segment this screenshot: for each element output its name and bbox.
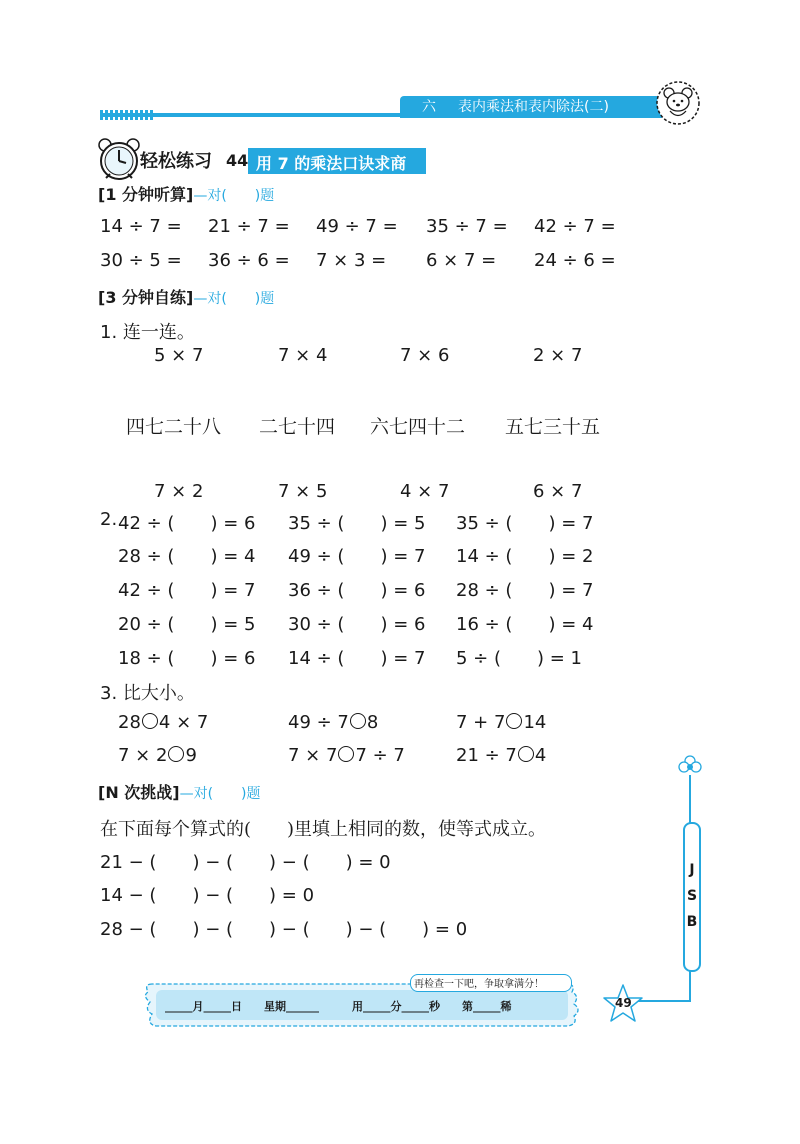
compare-circle[interactable] [338,746,354,762]
compare-left: 49 ÷ 7 [288,712,349,733]
compare-right: 8 [366,712,379,733]
question-title: 1. 连一连。 [100,322,195,343]
score-blank: —对( )题 [193,291,275,307]
question-title: 3. 比大小。 [100,683,195,704]
fill-blank-item: 36 ÷ ( ) = 6 [288,580,426,601]
calc-item: 30 ÷ 5 = [100,250,182,271]
lesson-title: 用 7 的乘法口诀求商 [256,154,407,173]
fill-blank-item: 28 ÷ ( ) = 7 [456,580,594,601]
section-title: [N 次挑战] [98,783,180,802]
fill-blank-item: 16 ÷ ( ) = 4 [456,614,594,635]
match-rhyme: 五七三十五 [505,416,601,438]
compare-item [456,745,546,766]
match-expression: 7 × 5 [278,481,328,502]
compare-right: 4 [534,745,547,766]
fill-blank-item: 14 ÷ ( ) = 2 [456,546,594,567]
compare-item [288,712,378,733]
calc-item: 42 ÷ 7 = [534,216,616,237]
compare-circle[interactable] [168,746,184,762]
section-title: [1 分钟听算] [98,185,194,204]
fill-blank-item: 5 ÷ ( ) = 1 [456,648,582,669]
match-expression: 4 × 7 [400,481,450,502]
fill-blank-item: 28 ÷ ( ) = 4 [118,546,256,567]
header-rule-dashes [100,110,155,120]
compare-circle[interactable] [506,713,522,729]
calc-item: 24 ÷ 6 = [534,250,616,271]
match-expression: 7 × 4 [278,345,328,366]
match-rhyme: 二七十四 [259,416,336,438]
compare-item [288,745,405,766]
compare-circle[interactable] [518,746,534,762]
calc-item: 21 ÷ 7 = [208,216,290,237]
compare-item [456,712,546,733]
challenge-instruction: 在下面每个算式的( )里填上相同的数，使等式成立。 [100,819,547,840]
calc-item: 7 × 3 = [316,250,387,271]
slogan-text: 再检查一下吧，争取拿满分！ [414,979,544,990]
compare-right: 9 [185,745,197,766]
compare-right: 14 [523,712,547,733]
match-expression: 7 × 6 [400,345,450,366]
compare-left: 7 × 2 [118,745,168,766]
calc-item: 49 ÷ 7 = [316,216,398,237]
calc-item: 14 ÷ 7 = [100,216,182,237]
fill-blank-item: 42 ÷ ( ) = 6 [118,513,256,534]
compare-left: 7 × 7 [288,745,338,766]
fill-blank-item: 49 ÷ ( ) = 7 [288,546,426,567]
question-number: 2. [100,509,118,530]
section-heading-listening [98,182,274,205]
score-blank: —对( )题 [193,188,275,204]
compare-left: 21 ÷ 7 [456,745,517,766]
section-title: [3 分钟自练] [98,288,194,307]
calc-item: 6 × 7 = [426,250,497,271]
chapter-tab [400,96,662,118]
side-letter: B [686,914,698,930]
compare-right: 7 ÷ 7 [355,745,405,766]
fill-blank-item: 35 ÷ ( ) = 7 [456,513,594,534]
fill-blank-item: 14 ÷ ( ) = 7 [288,648,426,669]
fill-blank-item: 35 ÷ ( ) = 5 [288,513,426,534]
fill-blank-item: 42 ÷ ( ) = 7 [118,580,256,601]
side-letter: S [686,888,698,904]
chapter-title: 表内乘法和表内除法(二) [458,99,609,115]
match-expression: 5 × 7 [154,345,204,366]
side-letter: J [689,862,695,878]
compare-left: 28 [118,712,141,733]
score-blank: —对( )题 [179,786,261,802]
compare-right: 4 × 7 [158,712,209,733]
compare-circle[interactable] [350,713,366,729]
challenge-equation: 14 − ( ) − ( ) = 0 [100,885,315,906]
match-expression: 2 × 7 [533,345,583,366]
compare-circle[interactable] [142,713,158,729]
compare-item [118,712,208,733]
fill-blank-item: 30 ÷ ( ) = 6 [288,614,426,635]
alarm-clock-icon [96,136,142,182]
fill-blank-item: 20 ÷ ( ) = 5 [118,614,256,635]
calc-item: 36 ÷ 6 = [208,250,290,271]
compare-item [118,745,197,766]
match-rhyme: 四七二十八 [126,416,222,438]
lesson-label: 轻松练习 [140,151,212,172]
bear-mascot-icon [655,80,701,126]
lesson-number: 44 [226,151,249,170]
footer-record-fields: _____月_____日 星期______ 用_____分_____秒 第_____稀 [165,1000,512,1013]
page-number: 49 [615,996,632,1010]
challenge-equation: 28 − ( ) − ( ) − ( ) − ( ) = 0 [100,919,468,940]
calc-item: 35 ÷ 7 = [426,216,508,237]
challenge-equation: 21 − ( ) − ( ) − ( ) = 0 [100,852,391,873]
fill-blank-item: 18 ÷ ( ) = 6 [118,648,256,669]
match-expression: 6 × 7 [533,481,583,502]
chapter-number: 六 [422,99,436,115]
match-expression: 7 × 2 [154,481,204,502]
match-rhyme: 六七四十二 [370,416,466,438]
section-heading-practice [98,285,274,308]
section-heading-challenge [98,780,261,803]
compare-left: 7 + 7 [456,712,506,733]
